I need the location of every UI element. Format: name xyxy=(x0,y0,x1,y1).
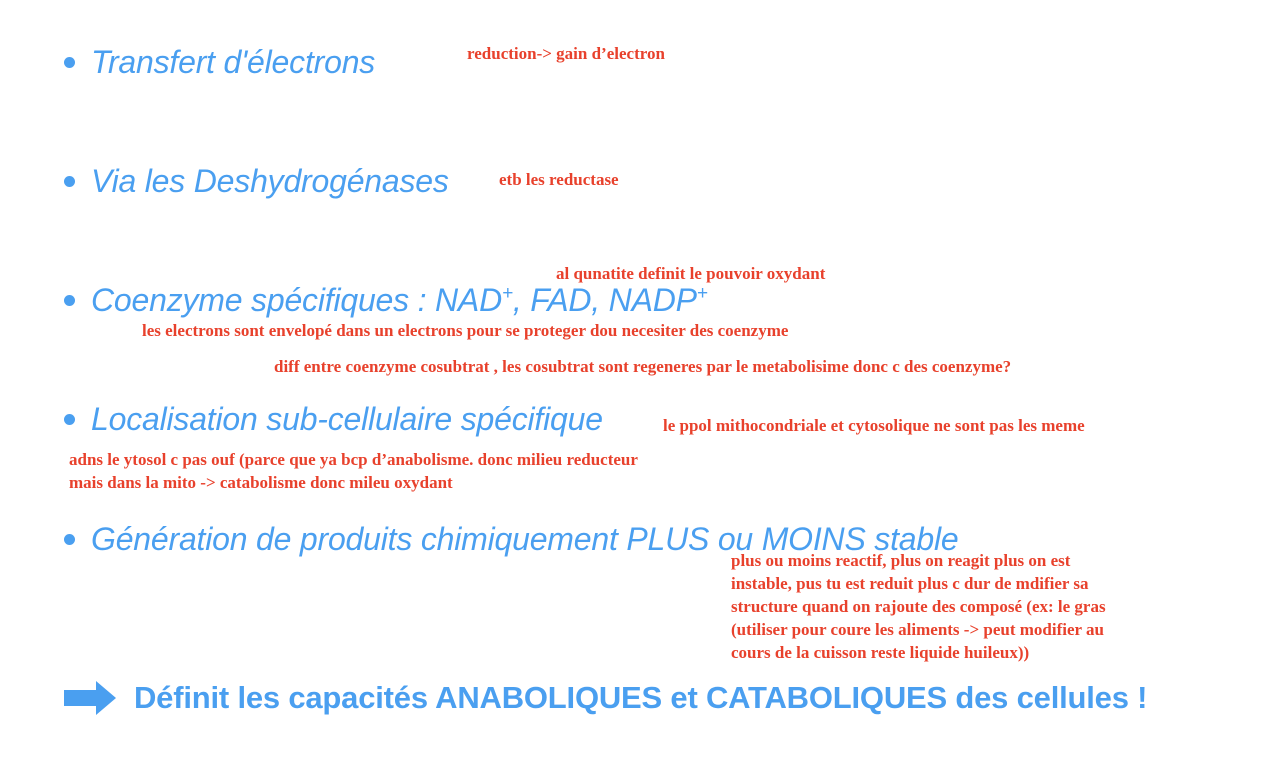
note-electrons-envelope: les electrons sont envelopé dans un electrons pour se proteger dou necesiter des coenzyme xyxy=(142,321,789,340)
conclusion xyxy=(64,680,1147,716)
note-pool-mitochondriale: le ppol mithocondriale et cytosolique ne sont pas les meme xyxy=(663,416,1085,435)
bullet-text: Génération de produits chimiquement PLUS ou MOINS stable xyxy=(91,521,959,557)
note-pouvoir-oxydant: al qunatite definit le pouvoir oxydant xyxy=(556,264,826,283)
coenzyme-text-a: Coenzyme spécifiques : NAD xyxy=(91,282,502,318)
note-line: adns le ytosol c pas ouf (parce que ya bcp d’anabolisme. donc milieu reducteur xyxy=(69,450,638,469)
bullet-dot-icon xyxy=(64,295,75,306)
note-cosubtrat: diff entre coenzyme cosubtrat , les cosubtrat sont regeneres par le metabolisime donc c des coenzyme? xyxy=(274,357,1012,376)
note-line: structure quand on rajoute des composé (ex: le gras xyxy=(731,597,1106,616)
bullet-localisation xyxy=(64,401,603,438)
note-line: instable, pus tu est reduit plus c dur de mdifier sa xyxy=(731,574,1089,593)
note-reduction: reduction-> gain d’electron xyxy=(467,44,665,63)
bullet-dot-icon xyxy=(64,534,75,545)
bullet-text: Via les Deshydrogénases xyxy=(91,163,449,199)
coenzyme-text-b: , FAD, NADP xyxy=(512,282,697,318)
note-line: cours de la cuisson reste liquide huileux)) xyxy=(731,643,1030,662)
nad-plus-superscript: + xyxy=(501,283,513,304)
bullet-text: Transfert d'électrons xyxy=(91,44,376,80)
bullet-dot-icon xyxy=(64,176,75,187)
conclusion-text: Définit les capacités ANABOLIQUES et CATABOLIQUES des cellules ! xyxy=(134,680,1148,715)
note-cytosol-mito xyxy=(69,448,638,494)
arrow-right-icon xyxy=(64,681,116,715)
note-line: mais dans la mito -> catabolisme donc mileu oxydant xyxy=(69,473,453,492)
note-reductase: etb les reductase xyxy=(499,170,619,189)
bullet-coenzyme xyxy=(64,282,708,319)
bullet-text xyxy=(91,282,708,319)
bullet-dot-icon xyxy=(64,414,75,425)
note-line: (utiliser pour coure les aliments -> peut modifier au xyxy=(731,620,1104,639)
nadp-plus-superscript: + xyxy=(696,283,708,304)
note-reactivite xyxy=(731,549,1106,664)
bullet-transfert xyxy=(64,44,375,81)
note-line: plus ou moins reactif, plus on reagit plus on est xyxy=(731,551,1071,570)
bullet-deshydrogenases xyxy=(64,163,449,200)
bullet-dot-icon xyxy=(64,57,75,68)
bullet-text: Localisation sub-cellulaire spécifique xyxy=(91,401,603,437)
